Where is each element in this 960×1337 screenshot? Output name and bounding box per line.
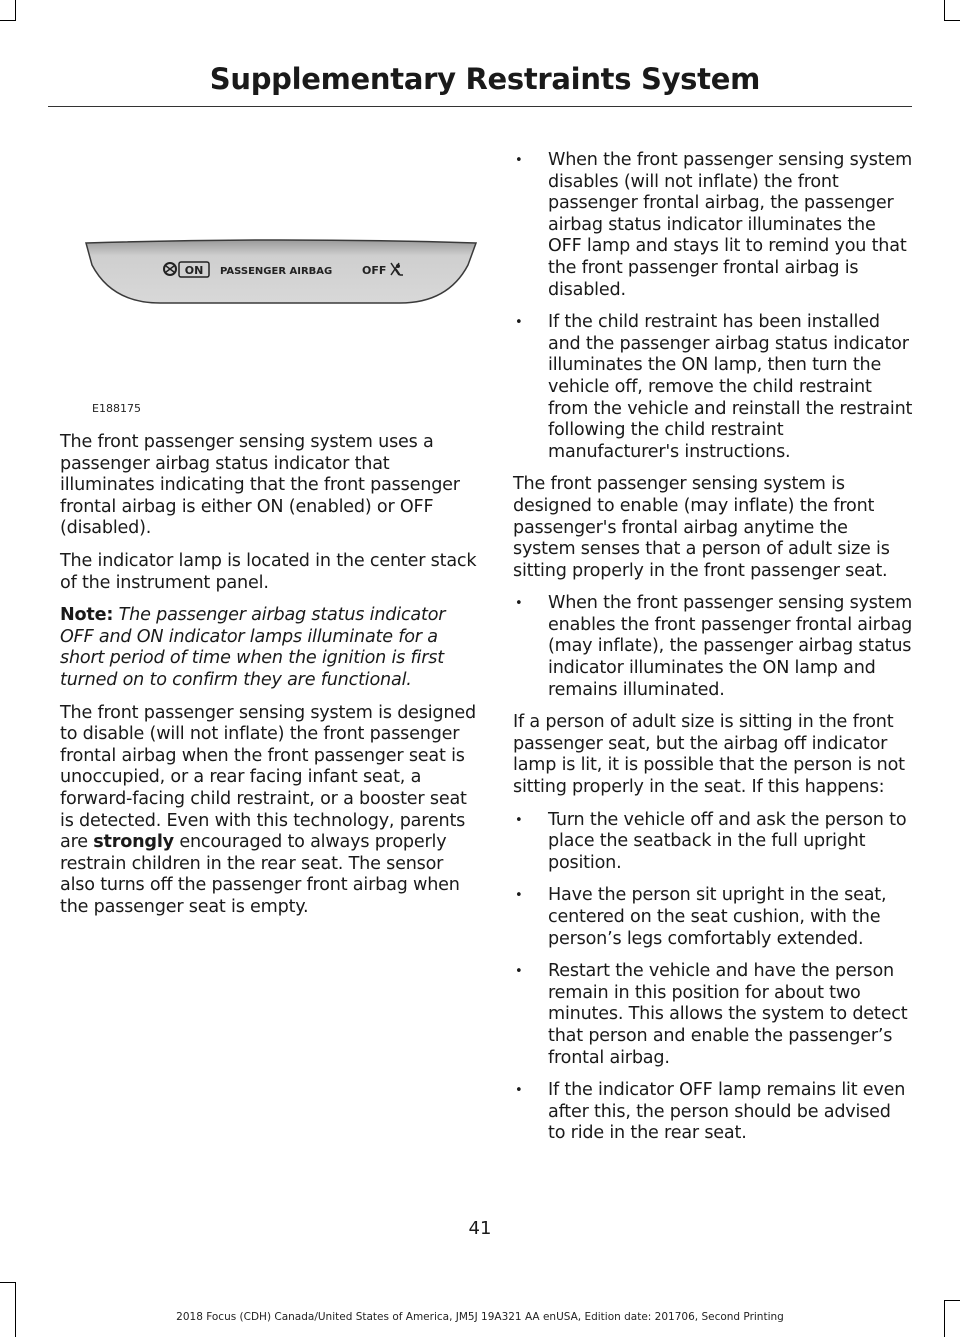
crop-mark bbox=[0, 1282, 16, 1283]
passenger-airbag-label: PASSENGER AIRBAG bbox=[220, 266, 333, 277]
page-title: Supplementary Restraints System bbox=[209, 62, 760, 96]
crop-mark bbox=[944, 1300, 960, 1301]
crop-mark bbox=[944, 20, 960, 21]
crop-mark bbox=[15, 1282, 16, 1337]
list-item: • Have the person sit upright in the seat, centered on the seat cushion, with the person’s legs comfortably extended. bbox=[513, 885, 913, 950]
left-column bbox=[60, 432, 478, 929]
footer-text: 2018 Focus (CDH) Canada/United States of America, JM5J 19A321 AA enUSA, Edition date: 201706, Second Printing bbox=[176, 1311, 784, 1323]
paragraph-text: encouraged to always properly restrain children in the rear seat. The sensor also turns off the passenger front airbag when the passenger seat is empty. bbox=[60, 832, 460, 917]
right-column bbox=[513, 150, 913, 1156]
off-lamp-label: OFF bbox=[362, 264, 387, 277]
note-paragraph bbox=[60, 605, 478, 691]
list-item: • If the child restraint has been installed and the passenger airbag status indicator illuminates the ON lamp, then turn the vehicle off, remove the child restraint from the vehicle and reinstall the restraint following the child restraint manufacturer's instructions. bbox=[513, 312, 913, 463]
paragraph-text: The front passenger sensing system is designed to disable (will not inflate) the front passenger frontal airbag when the front passenger seat is unoccupied, or a rear facing infant seat, a forward-facing child restraint, or a booster seat is detected. Even with this technology, parents are bbox=[60, 702, 476, 853]
paragraph bbox=[60, 703, 478, 919]
list-item: • When the front passenger sensing system enables the front passenger frontal airbag (may inflate), the passenger airbag status indicator illuminates the ON lamp and remains illuminated. bbox=[513, 593, 913, 701]
bullet-list bbox=[513, 810, 913, 1145]
list-item: • Restart the vehicle and have the person remain in this position for about two minutes. This allows the system to detect that person and enable the passenger’s frontal airbag. bbox=[513, 961, 913, 1069]
paragraph: The indicator lamp is located in the center stack of the instrument panel. bbox=[60, 550, 477, 593]
crop-mark bbox=[944, 0, 945, 20]
header-divider bbox=[48, 106, 912, 107]
crop-mark bbox=[15, 0, 16, 20]
paragraph: If a person of adult size is sitting in the front passenger seat, but the airbag off indicator lamp is lit, it is possible that the person is not sitting properly in the seat. If this happens: bbox=[513, 712, 905, 798]
note-text: The passenger airbag status indicator OFF and ON indicator lamps illuminate for a short period of time when the ignition is first turned on to confirm they are functional. bbox=[60, 605, 446, 690]
paragraph: The front passenger sensing system uses a passenger airbag status indicator that illuminates indicating that the front passenger frontal airbag is either ON (enabled) or OFF (disabled). bbox=[60, 432, 460, 539]
paragraph: The front passenger sensing system is designed to enable (may inflate) the front passenger's frontal airbag anytime the system senses that a person of adult size is sitting properly in the front passenger seat. bbox=[513, 474, 890, 581]
note-label: Note: bbox=[60, 605, 114, 626]
indicator-panel-illustration bbox=[80, 235, 480, 395]
emphasis-strong: strongly bbox=[93, 832, 174, 853]
bullet-list bbox=[513, 150, 913, 463]
bullet-list bbox=[513, 593, 913, 701]
list-item: • If the indicator OFF lamp remains lit even after this, the person should be advised to ride in the rear seat. bbox=[513, 1080, 913, 1145]
on-lamp-label: ON bbox=[184, 264, 204, 277]
list-item: • When the front passenger sensing system disables (will not inflate) the front passenger frontal airbag, the passenger airbag status indicator illuminates the OFF lamp and stays lit to remind you that the front passenger frontal airbag is disabled. bbox=[513, 150, 913, 301]
list-item: • Turn the vehicle off and ask the person to place the seatback in the full upright position. bbox=[513, 810, 913, 875]
figure-id: E188175 bbox=[92, 402, 141, 415]
crop-mark bbox=[0, 20, 16, 21]
airbag-indicator-figure bbox=[80, 235, 480, 415]
page-number: 41 bbox=[468, 1218, 492, 1239]
